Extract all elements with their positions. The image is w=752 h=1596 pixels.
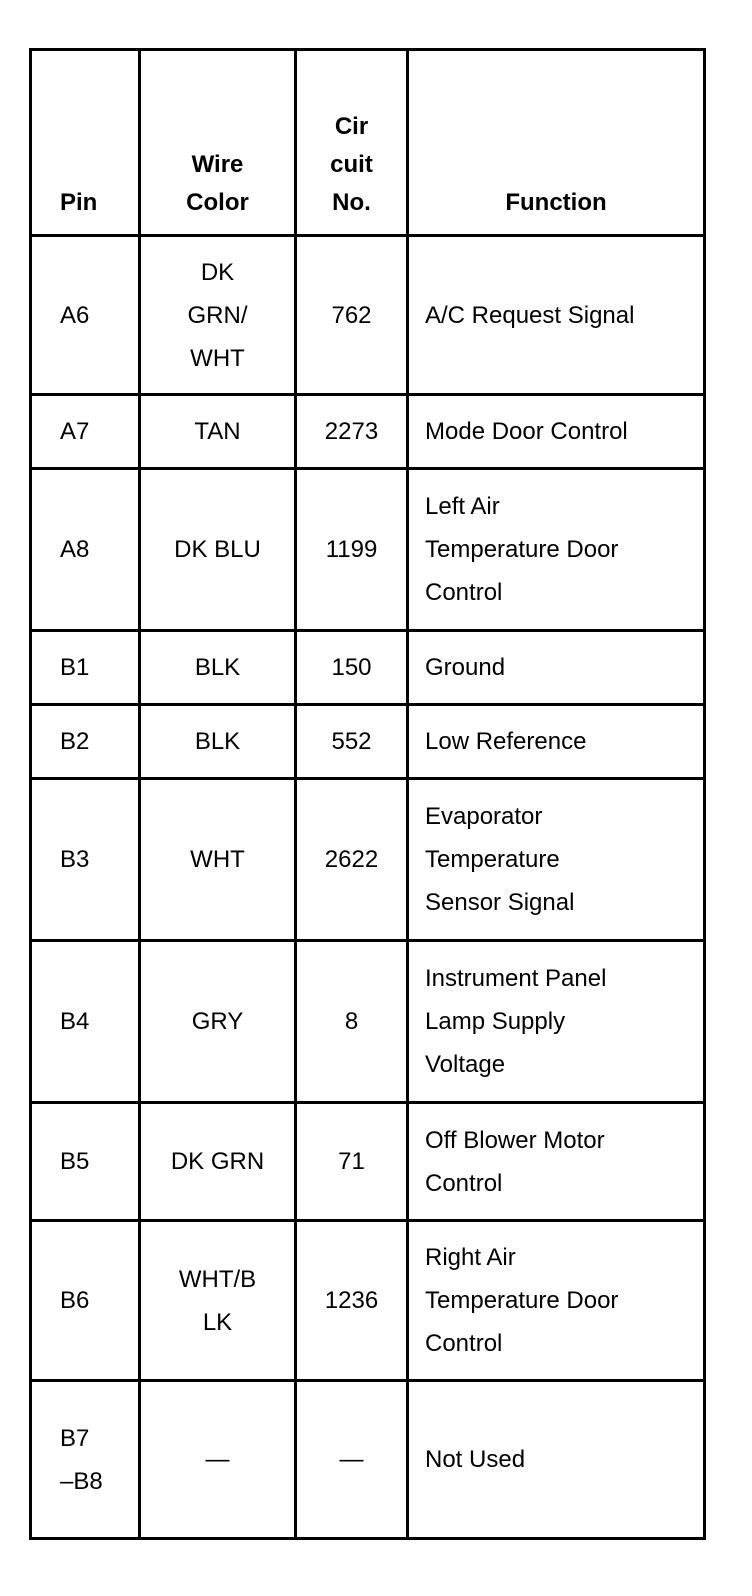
table-row <box>31 469 705 631</box>
header-circuit-no: Cir cuit No. <box>296 50 408 236</box>
function-cell: Instrument Panel Lamp Supply Voltage <box>408 941 705 1103</box>
circuit-cell: 1199 <box>296 469 408 631</box>
table-row <box>31 705 705 779</box>
circuit-cell: 2622 <box>296 779 408 941</box>
circuit-cell: 2273 <box>296 395 408 469</box>
function-cell: Low Reference <box>408 705 705 779</box>
pin-cell: B3 <box>31 779 140 941</box>
circuit-cell: 8 <box>296 941 408 1103</box>
table-row <box>31 1221 705 1381</box>
wire-color-cell: WHT/B LK <box>140 1221 296 1381</box>
table-row <box>31 631 705 705</box>
wire-color-cell: BLK <box>140 631 296 705</box>
pin-cell: B1 <box>31 631 140 705</box>
wire-color-cell: DK BLU <box>140 469 296 631</box>
pin-cell: B6 <box>31 1221 140 1381</box>
header-pin: Pin <box>31 50 140 236</box>
function-cell: A/C Request Signal <box>408 236 705 395</box>
wire-color-cell: TAN <box>140 395 296 469</box>
table-row <box>31 1103 705 1221</box>
circuit-cell: 1236 <box>296 1221 408 1381</box>
function-cell: Left Air Temperature Door Control <box>408 469 705 631</box>
pinout-table <box>29 48 706 1540</box>
circuit-cell: 150 <box>296 631 408 705</box>
wire-color-cell: DK GRN <box>140 1103 296 1221</box>
wire-color-cell: DK GRN/ WHT <box>140 236 296 395</box>
circuit-cell: 762 <box>296 236 408 395</box>
table-row <box>31 395 705 469</box>
function-cell: Evaporator Temperature Sensor Signal <box>408 779 705 941</box>
function-cell: Mode Door Control <box>408 395 705 469</box>
pin-cell: A6 <box>31 236 140 395</box>
table-row <box>31 779 705 941</box>
function-cell: Right Air Temperature Door Control <box>408 1221 705 1381</box>
pin-cell: B4 <box>31 941 140 1103</box>
circuit-cell: 71 <box>296 1103 408 1221</box>
table-row <box>31 941 705 1103</box>
table-row <box>31 1381 705 1539</box>
wire-color-cell: GRY <box>140 941 296 1103</box>
pin-cell: B7 –B8 <box>31 1381 140 1539</box>
header-row <box>31 50 705 236</box>
wire-color-cell: BLK <box>140 705 296 779</box>
function-cell: Off Blower Motor Control <box>408 1103 705 1221</box>
wire-color-cell: — <box>140 1381 296 1539</box>
function-cell: Ground <box>408 631 705 705</box>
pin-cell: B2 <box>31 705 140 779</box>
header-function: Function <box>408 50 705 236</box>
pin-cell: A8 <box>31 469 140 631</box>
function-cell: Not Used <box>408 1381 705 1539</box>
pin-cell: A7 <box>31 395 140 469</box>
pin-cell: B5 <box>31 1103 140 1221</box>
header-wire-color: Wire Color <box>140 50 296 236</box>
wire-color-cell: WHT <box>140 779 296 941</box>
table-row <box>31 236 705 395</box>
circuit-cell: 552 <box>296 705 408 779</box>
circuit-cell: — <box>296 1381 408 1539</box>
